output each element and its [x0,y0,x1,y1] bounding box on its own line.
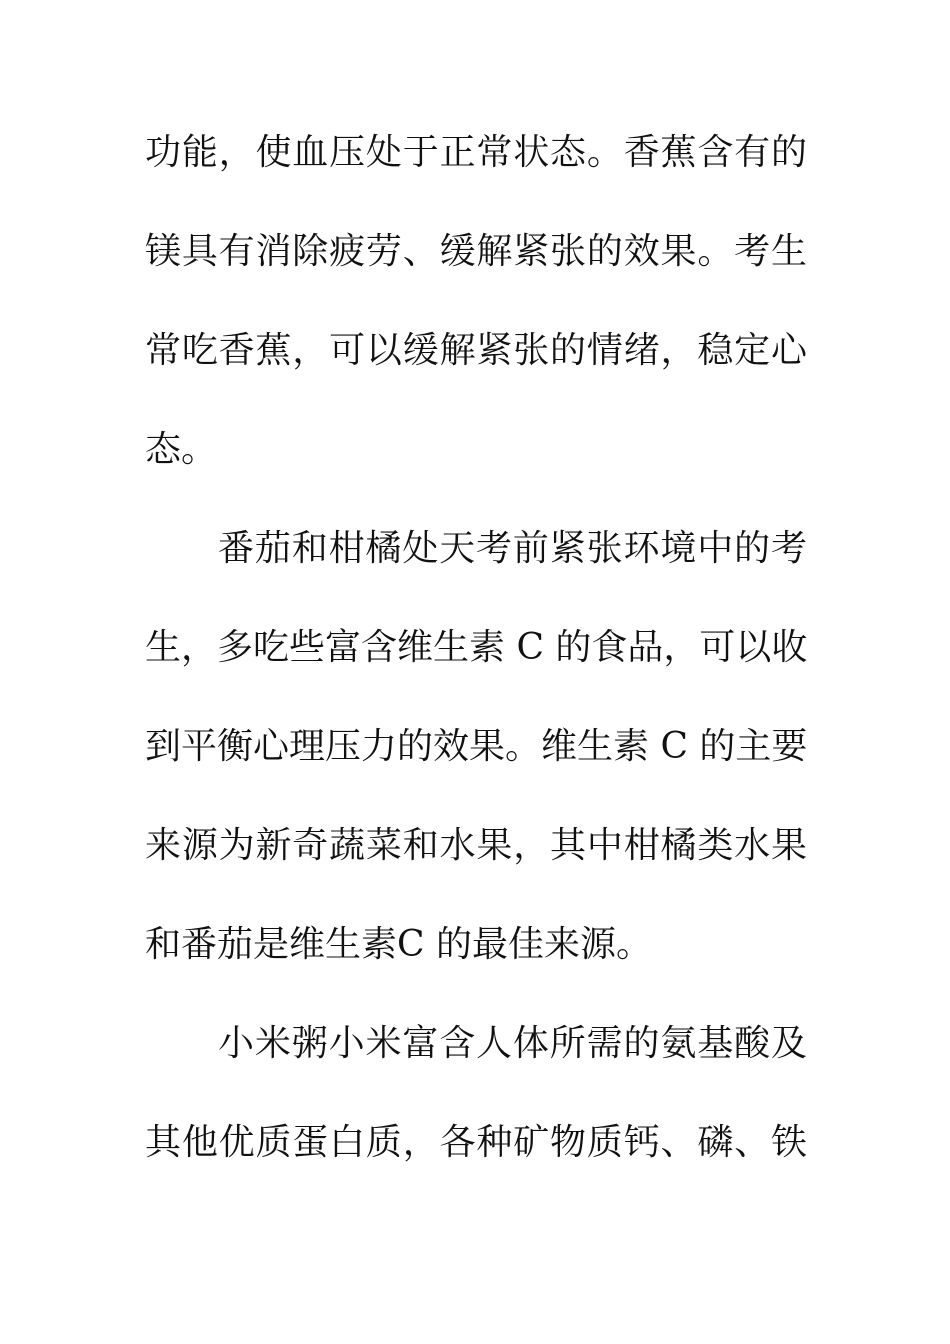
text-line-4: 态。 [145,429,218,470]
text-line-3: 常吃香蕉，可以缓解紧张的情绪，稳定心 [145,330,807,371]
text-line-5: 番茄和柑橘处天考前紧张环境中的考 [218,528,807,569]
text-line-1: 功能，使血压处于正常状态。香蕉含有的 [145,132,807,173]
text-line-8: 来源为新奇蔬菜和水果，其中柑橘类水果 [145,825,807,866]
text-line-9: 和番茄是维生素C 的最佳来源。 [145,924,652,965]
text-line-7: 到平衡心理压力的效果。维生素 C 的主要 [145,726,808,767]
text-line-11: 其他优质蛋白质，各种矿物质钙、磷、铁 [145,1122,807,1163]
text-line-6: 生，多吃些富含维生素 C 的食品，可以收 [145,627,808,668]
text-line-10: 小米粥小米富含人体所需的氨基酸及 [218,1023,807,1064]
text-line-2: 镁具有消除疲劳、缓解紧张的效果。考生 [145,231,807,272]
